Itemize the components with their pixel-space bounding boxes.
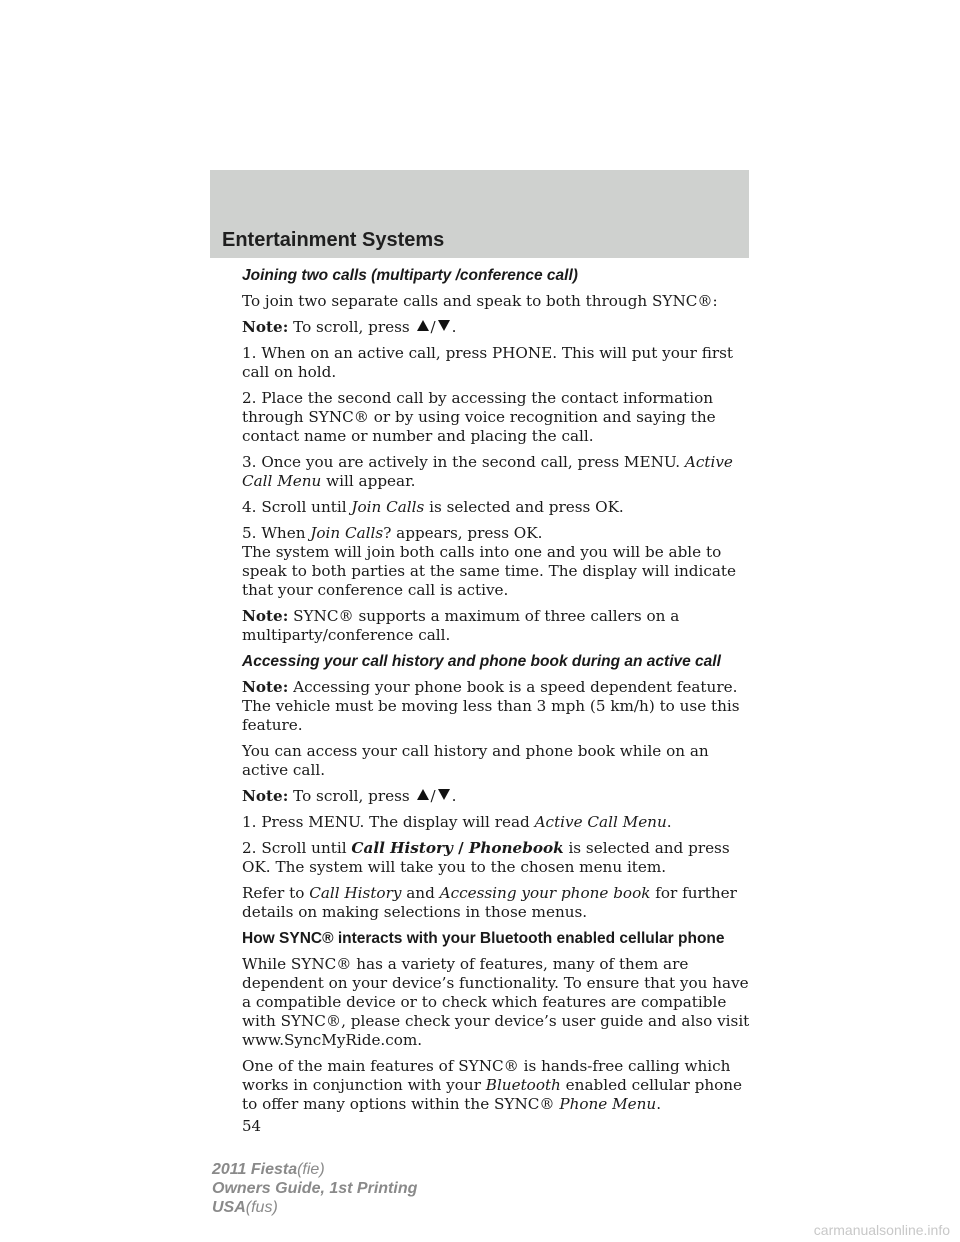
heading-bluetooth: How SYNC® interacts with your Bluetooth enabled cellular phone (242, 930, 725, 947)
separator: / (452, 839, 469, 857)
phone-book-term: Accessing your phone book (439, 884, 651, 902)
market-name: USA (212, 1199, 246, 1216)
step-end: . (666, 813, 672, 831)
para-end: . (656, 1095, 662, 1113)
note-label: Note: (242, 607, 289, 625)
note-text: Accessing your phone book is a speed dependent feature. The vehicle must be moving less than 3 mph (5 km/h) to use this feature. (242, 678, 740, 734)
market-code: (fus) (245, 1199, 278, 1216)
note-label: Note: (242, 787, 289, 805)
up-arrow-icon (417, 789, 429, 800)
step-5-end: ? appears, press OK. (383, 524, 543, 542)
down-arrow-icon (438, 789, 450, 800)
handsfree-para (242, 1057, 752, 1114)
step-4-end: is selected and press OK. (424, 498, 624, 516)
scroll-text: To scroll, press (293, 787, 410, 805)
up-arrow-icon (417, 320, 429, 331)
step-4-text: 4. Scroll until (242, 498, 352, 516)
scroll-text: To scroll, press (293, 318, 410, 336)
call-history-term: Call History (309, 884, 402, 902)
footer-line-2: Owners Guide, 1st Printing (212, 1180, 418, 1197)
join-calls-term: Join Calls (351, 498, 425, 516)
period: . (451, 787, 457, 805)
active-call-menu-term: Active Call Menu (534, 813, 667, 831)
step-3-text: 3. Once you are actively in the second call, press MENU. (242, 453, 681, 471)
footer-printing-info (212, 1160, 417, 1217)
refer-para (242, 884, 752, 922)
step-5 (242, 524, 752, 543)
slash: / (430, 787, 436, 805)
history-step-1 (242, 813, 752, 832)
heading-joining-calls: Joining two calls (multiparty /conference call) (242, 267, 578, 284)
step-1: 1. When on an active call, press PHONE. This will put your first call on hold. (242, 344, 734, 381)
history-step-2 (242, 839, 752, 877)
page-number: 54 (242, 1117, 262, 1135)
down-arrow-icon (438, 320, 450, 331)
step-4 (242, 498, 752, 517)
model-name: 2011 Fiesta (212, 1161, 298, 1178)
call-history-term: Call History (351, 839, 453, 857)
step-3 (242, 453, 752, 491)
model-code: (fie) (297, 1161, 325, 1178)
page-content (242, 266, 752, 1136)
note-text: SYNC® supports a maximum of three callers on a multiparty/conference call. (242, 607, 680, 644)
para-text: enabled cellular phone to offer many options within the SYNC® (242, 1076, 743, 1113)
scroll-note-2 (242, 787, 752, 806)
note-label: Note: (242, 678, 289, 696)
refer-end: for further details on making selections in those menus. (242, 884, 737, 921)
para-text: One of the main features of SYNC® is hands-free calling which works in conjunction with your (242, 1057, 731, 1094)
active-call-menu-term: Active Call Menu (242, 453, 733, 490)
phonebook-term: Phonebook (468, 839, 564, 857)
refer-text: Refer to (242, 884, 310, 902)
access-para: You can access your call history and phone book while on an active call. (242, 742, 709, 779)
period: . (451, 318, 457, 336)
max-callers-note (242, 607, 752, 645)
slash: / (430, 318, 436, 336)
phone-menu-term: Phone Menu (559, 1095, 657, 1113)
step-2: 2. Place the second call by accessing the contact information through SYNC® or by using voice recognition and saying the contact name or number and placing the call. (242, 389, 716, 445)
note-label: Note: (242, 318, 289, 336)
step-5-text: 5. When (242, 524, 311, 542)
watermark: carmanualsonline.info (813, 1222, 950, 1238)
bluetooth-term: Bluetooth (485, 1076, 561, 1094)
step-5-continued: The system will join both calls into one and you will be able to speak to both parties at the same time. The display will indicate that your conference call is active. (242, 543, 737, 599)
heading-call-history: Accessing your call history and phone book during an active call (242, 653, 721, 670)
section-title: Entertainment Systems (222, 229, 445, 251)
speed-note (242, 678, 752, 735)
step-text: 1. Press MENU. The display will read (242, 813, 535, 831)
join-calls-term: Join Calls (310, 524, 384, 542)
step-3-end: will appear. (321, 472, 416, 490)
scroll-note (242, 318, 752, 337)
step-text: 2. Scroll until (242, 839, 352, 857)
refer-and: and (401, 884, 440, 902)
section-header-band (210, 170, 749, 258)
step-end: is selected and press OK. The system will take you to the chosen menu item. (242, 839, 730, 876)
intro-text: To join two separate calls and speak to both through SYNC®: (242, 292, 718, 310)
footer-line-3 (212, 1198, 417, 1217)
footer-line-1 (212, 1160, 417, 1179)
features-para: While SYNC® has a variety of features, many of them are dependent on your device’s functionality. To ensure that you have a compatible device or to check which features are compatible with SYNC®, please check your device’s user guide and also visit www.SyncMyRide.com. (242, 955, 750, 1049)
